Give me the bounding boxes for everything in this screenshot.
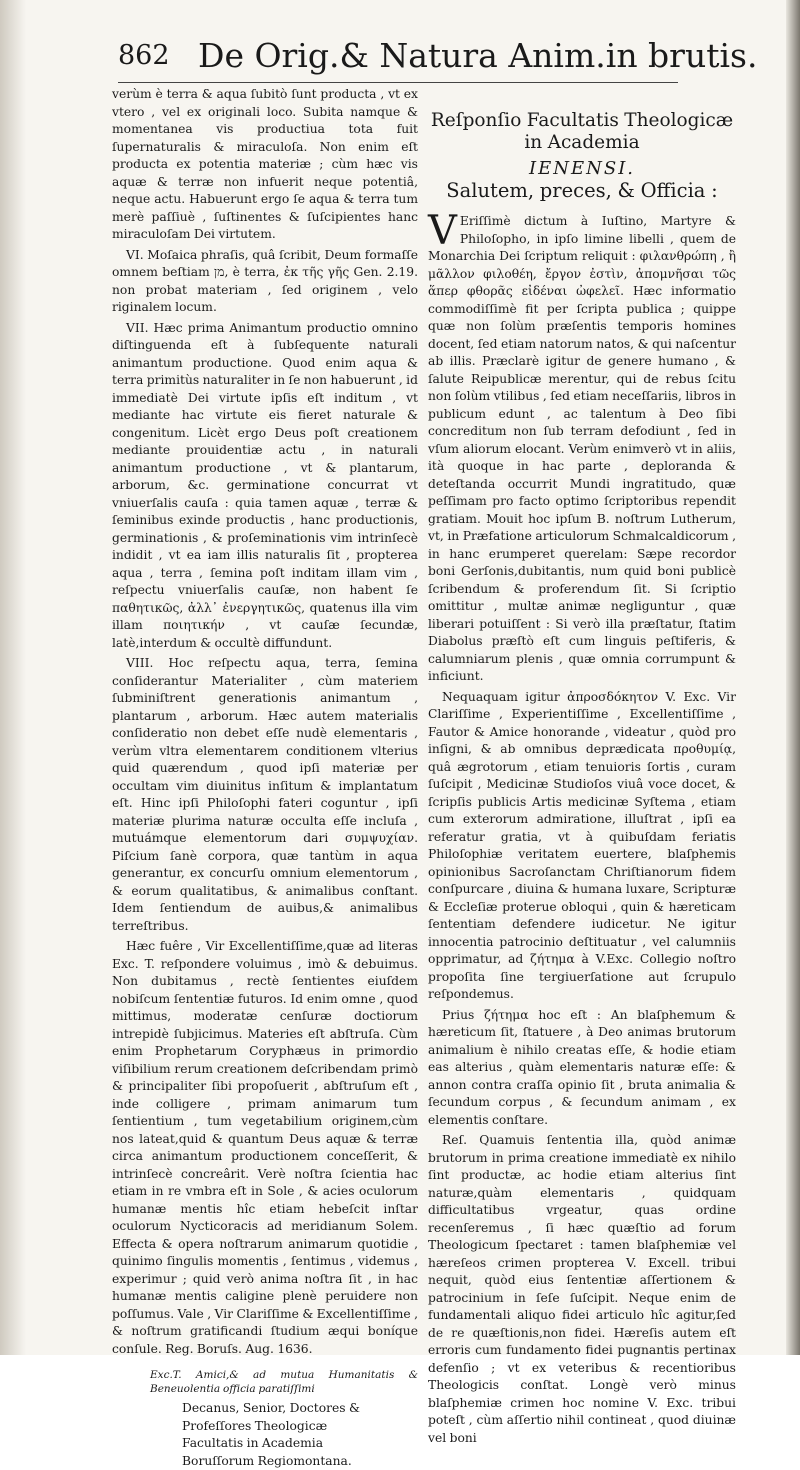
left-column: [112, 86, 418, 1470]
paragraph-response: Reſ. Quamuis ſententia illa, quòd animæ brutorum in prima creatione immediatè ex nihilo ſint productæ, ac hodie etiam alterius ſint naturæ,quàm elementaris , quidquam difficultatibus vrgeatur, quas ordine recenſeremus , ſi hæc quæſtio ad forum Theologicum ſpectaret : tamen blaſphemiæ vel hæreſeos crimen propterea V. Excell. tribui nequit, quòd eius ſententiæ aſſertionem & patrocinium in ſeſe ſuſcipit. Neque enim de fundamentali aliquo fidei articulo hîc agitur,ſed de re quæſtionis,non fidei. Hæreſis autem eſt erroris cum fundamento fidei pugnantis pertinax defenſio ; vt ex veteribus & recentioribus Theologicis conſtat. Longè verò minus blaſphemiæ crimen hoc nomine V. Exc. tribui poteſt , cùm aſſertio nihil contineat , quod diuinæ vel boni: [428, 1133, 736, 1445]
paragraph-continuation: verùm è terra & aqua ſubitò ſunt producta , vt ex vtero , vel ex originali loco. Subita namque & momentanea vis productiua tota fuit ſupernaturalis & miraculoſa. Non enim eſt producta ex potentia materiæ ; cùm hæc vis aquæ & terræ non infuerit neque potentiâ, neque actu. Habuerunt ergo ſe aqua & terra tum merè paſſiuè , ſuſtinentes & ſuſcipientes hanc miraculoſam Dei virtutem.: [112, 87, 418, 241]
letter-closing: Exc.T. Amici,& ad mutua Humanitatis & Beneuolentia officia paratiſſimi: [150, 1369, 418, 1395]
right-column: [428, 86, 736, 1447]
paragraph-vii: VII. Hæc prima Animantum productio omnino diſtinguenda eſt à ſubſequente naturali animantum productione. Quod enim aqua & terra primitùs naturaliter in ſe non habuerunt , id immediatè Dei virtute ipſis eſt inditum , vt mediante hac virtute eis fieret naturale & congenitum. Licèt ergo Deus poſt creationem mediante prouidentiæ actu , in naturali animantum productione , vt & plantarum, arborum, &c. germinatione concurrat vt vniuerſalis cauſa : quia tamen aquæ , terræ & ſeminibus exinde productis , hanc productionis, germinationis , & proſeminationis vim intrinſecè indidit , vt ea iam illis naturalis ſit , propterea aqua , terra , ſemina poſt inditam illam vim , reſpectu vniuerſalis cauſæ, non habent ſe παθητικῶς, ἀλλ᾽ ἐνεργητικῶς, quatenus illa vim illam ποιητικήν , vt cauſæ ſecundæ, latè,interdum & occultè diffundunt.: [112, 320, 418, 650]
salutation: Salutem, preces, & Officia :: [446, 178, 718, 202]
paragraph-opening: [428, 208, 736, 686]
gutter-shadow: [0, 0, 26, 1355]
page-number: 862: [118, 40, 170, 71]
paragraph-opening-text: Eriſſimè dictum à Iuſtino, Martyre & Philoſopho, in ipſo limine libelli , quem de Monarchia Dei ſcriptum reliquit : φιλανθρώπη , ἢ μᾶλλον φιλοθέη, ἔργον ἐστὶν, ἀπομνῆσαι τῶς ἅπερ φθορᾶς εἰδέναι ὠφελεῖ. Hæc informatio commodiſſimè fit per ſcripta publica ; quippe quæ non ſolùm præſentis temporis homines docent, ſed etiam natorum natos, & qui naſcentur ab illis. Præclarè igitur de genere humano , & ſalute Reipublicæ merentur, qui de rebus ſcitu non ſolùm vtilibus , ſed etiam neceſſariis, libros in publicum edunt , ac talentum à Deo ſibi concreditum non ſub terram defodiunt , ſed in vſum aliorum elocant. Verùm enimverò vt in aliis, ità quoque in hac parte , deploranda & deteſtanda occurrit Mundi ingratitudo, quæ peſſimam pro facto optimo ſcriptoribus rependit gratiam. Mouit hoc ipſum B. noſtrum Lutherum, vt, in Præfatione articulorum Schmalcaldicorum , in hanc erumperet querelam: Sæpe recordor boni Gerſonis,dubitantis, num quid boni publicè ſcribendum & proferendum ſit. Si ſcriptio omittitur , multæ animæ negliguntur , quæ liberari potuiſſent : Si verò illa præſtatur, ſtatim Diabolus præſtò eſt cum linguis peſtiferis, & calumniarum plenis , quæ omnia corrumpunt & inficiunt.: [428, 214, 736, 683]
running-title: De Orig.& Natura Anim.in brutis.: [198, 36, 758, 75]
section-subtitle: IENENSI.: [528, 158, 636, 179]
drop-cap: V: [428, 208, 457, 254]
paragraph-letter-end: Hæc fuêre , Vir Excellentiſſime,quæ ad literas Exc. T. reſpondere voluimus , imò & debuimus. Non dubitamus , rectè ſentientes eiuſdem nobiſcum ſententiæ futuros. Id enim omne , quod mittimus, moderatæ cenſuræ doctiorum intrepidè ſubjicimus. Materies eſt abſtruſa. Cùm enim Prophetarum Coryphæus in primordio viſibilium rerum creationem deſcribendam primò & principaliter ſibi propoſuerit , abſtruſum eſt , inde colligere , primam animarum tum ſentientium , tum vegetabilium originem,cùm nos lateat,quid & quantum Deus aquæ & terræ circa animantum productionem conceſſerit, & intrinſecè concreârit. Verè noſtra ſcientia hac etiam in re vmbra eſt in Sole , & acies oculorum humanæ mentis hîc etiam hebeſcit inſtar oculorum Nycticoracis ad meridianum Solem. Effecta & opera noſtrarum animarum quotidie , quinimo ſingulis momentis , ſentimus , videmus , experimur ; quid verò anima noſtra ſit , in hac humanæ mentis caligine plenè peruidere non poſſumus. Vale , Vir Clariſſime & Excellentiſſime , & noſtrum gratificandi ſtudium æqui boníque conſule. Reg. Boruſs. Aug. 1636.: [112, 939, 418, 1356]
paragraph-nequaquam: Nequaquam igitur ἀπροσδόκητον V. Exc. Vir Clariſſime , Experientiſſime , Excellentiſſime , Fautor & Amice honorande , videatur , quòd pro inſigni, & ab omnibus deprædicata προθυμίᾳ, quâ ægrotorum , etiam tenuioris ſortis , curam ſuſcipit , Medicinæ Studioſos viuâ voce docet, & ſcripſis publicis Artis medicinæ Syſtema , etiam cum exterorum admiratione, illuſtrat , ipſi ea referatur gratia, vt à quibuſdam feriatis Philoſophiæ veritatem euertere, blaſphemis opinionibus Sacroſanctam Chriſtianorum fidem conſpurcare , diuina & humana luxare, Scripturæ & Eccleſiæ proterue obloqui , quin & hæreticam ſententiam defendere iudicetur. Ne igitur innocentia patrocinio deſtituatur , vel calumniis opprimatur, ad ζήτημα à V.Exc. Collegio noſtro propoſita ſine tergiuerſatione aut ſcrupulo reſpondemus.: [428, 689, 736, 1001]
signatories: Decanus, Senior, Doctores & Profeſſores Theologicæ Facultatis in Academia Boruſſorum Regiomontana.: [182, 1401, 360, 1468]
paragraph-viii: VIII. Hoc reſpectu aqua, terra, ſemina conſiderantur Materialiter , cùm materiem ſubminiſtrent generationis animantum , plantarum , arborum. Hæc autem materialis conſideratio non debet eſſe nudè elementaris , verùm vltra elementarem conditionem vlterius quid quærendum , quod ipſi materiæ per occultam vim diuinitus inſitum & implantatum eſt. Hinc ipſi Philoſophi fateri coguntur , ipſi materiæ plurima naturæ occulta eſſe incluſa , mutuámque elementorum dari συμψυχίαν. Piſcium ſanè corpora, quæ tantùm in aqua generantur, ex concurſu omnium elementorum , & eorum qualitatibus, & animalibus conſtant. Idem ſentiendum de auibus,& animalibus terreſtribus.: [112, 656, 418, 933]
paragraph-vi: VI. Moſaica phraſis, quâ ſcribit, Deum formaſſe omnem beſtiam מן, è terra, ἐκ τῆς γῆς Gen. 2.19. non probat materiam , ſed originem , velo riginalem locum.: [112, 247, 418, 314]
paragraph-question: Prius ζήτημα hoc eſt : An blaſphemum & hæreticum ſit, ſtatuere , à Deo animas brutorum animalium è nihilo creatas eſſe, & hodie etiam eas alterius , quàm elementaris naturæ eſſe: & annon contra craſſa opinio ſit , bruta animalia & ſecundum corpus , & ſecundum animam , ex elementis conſtare.: [428, 1007, 736, 1127]
section-title: Reſponſio Facultatis Theologicæ in Academia: [430, 110, 734, 153]
page-header: [118, 36, 758, 83]
page-edge: [786, 0, 800, 1355]
